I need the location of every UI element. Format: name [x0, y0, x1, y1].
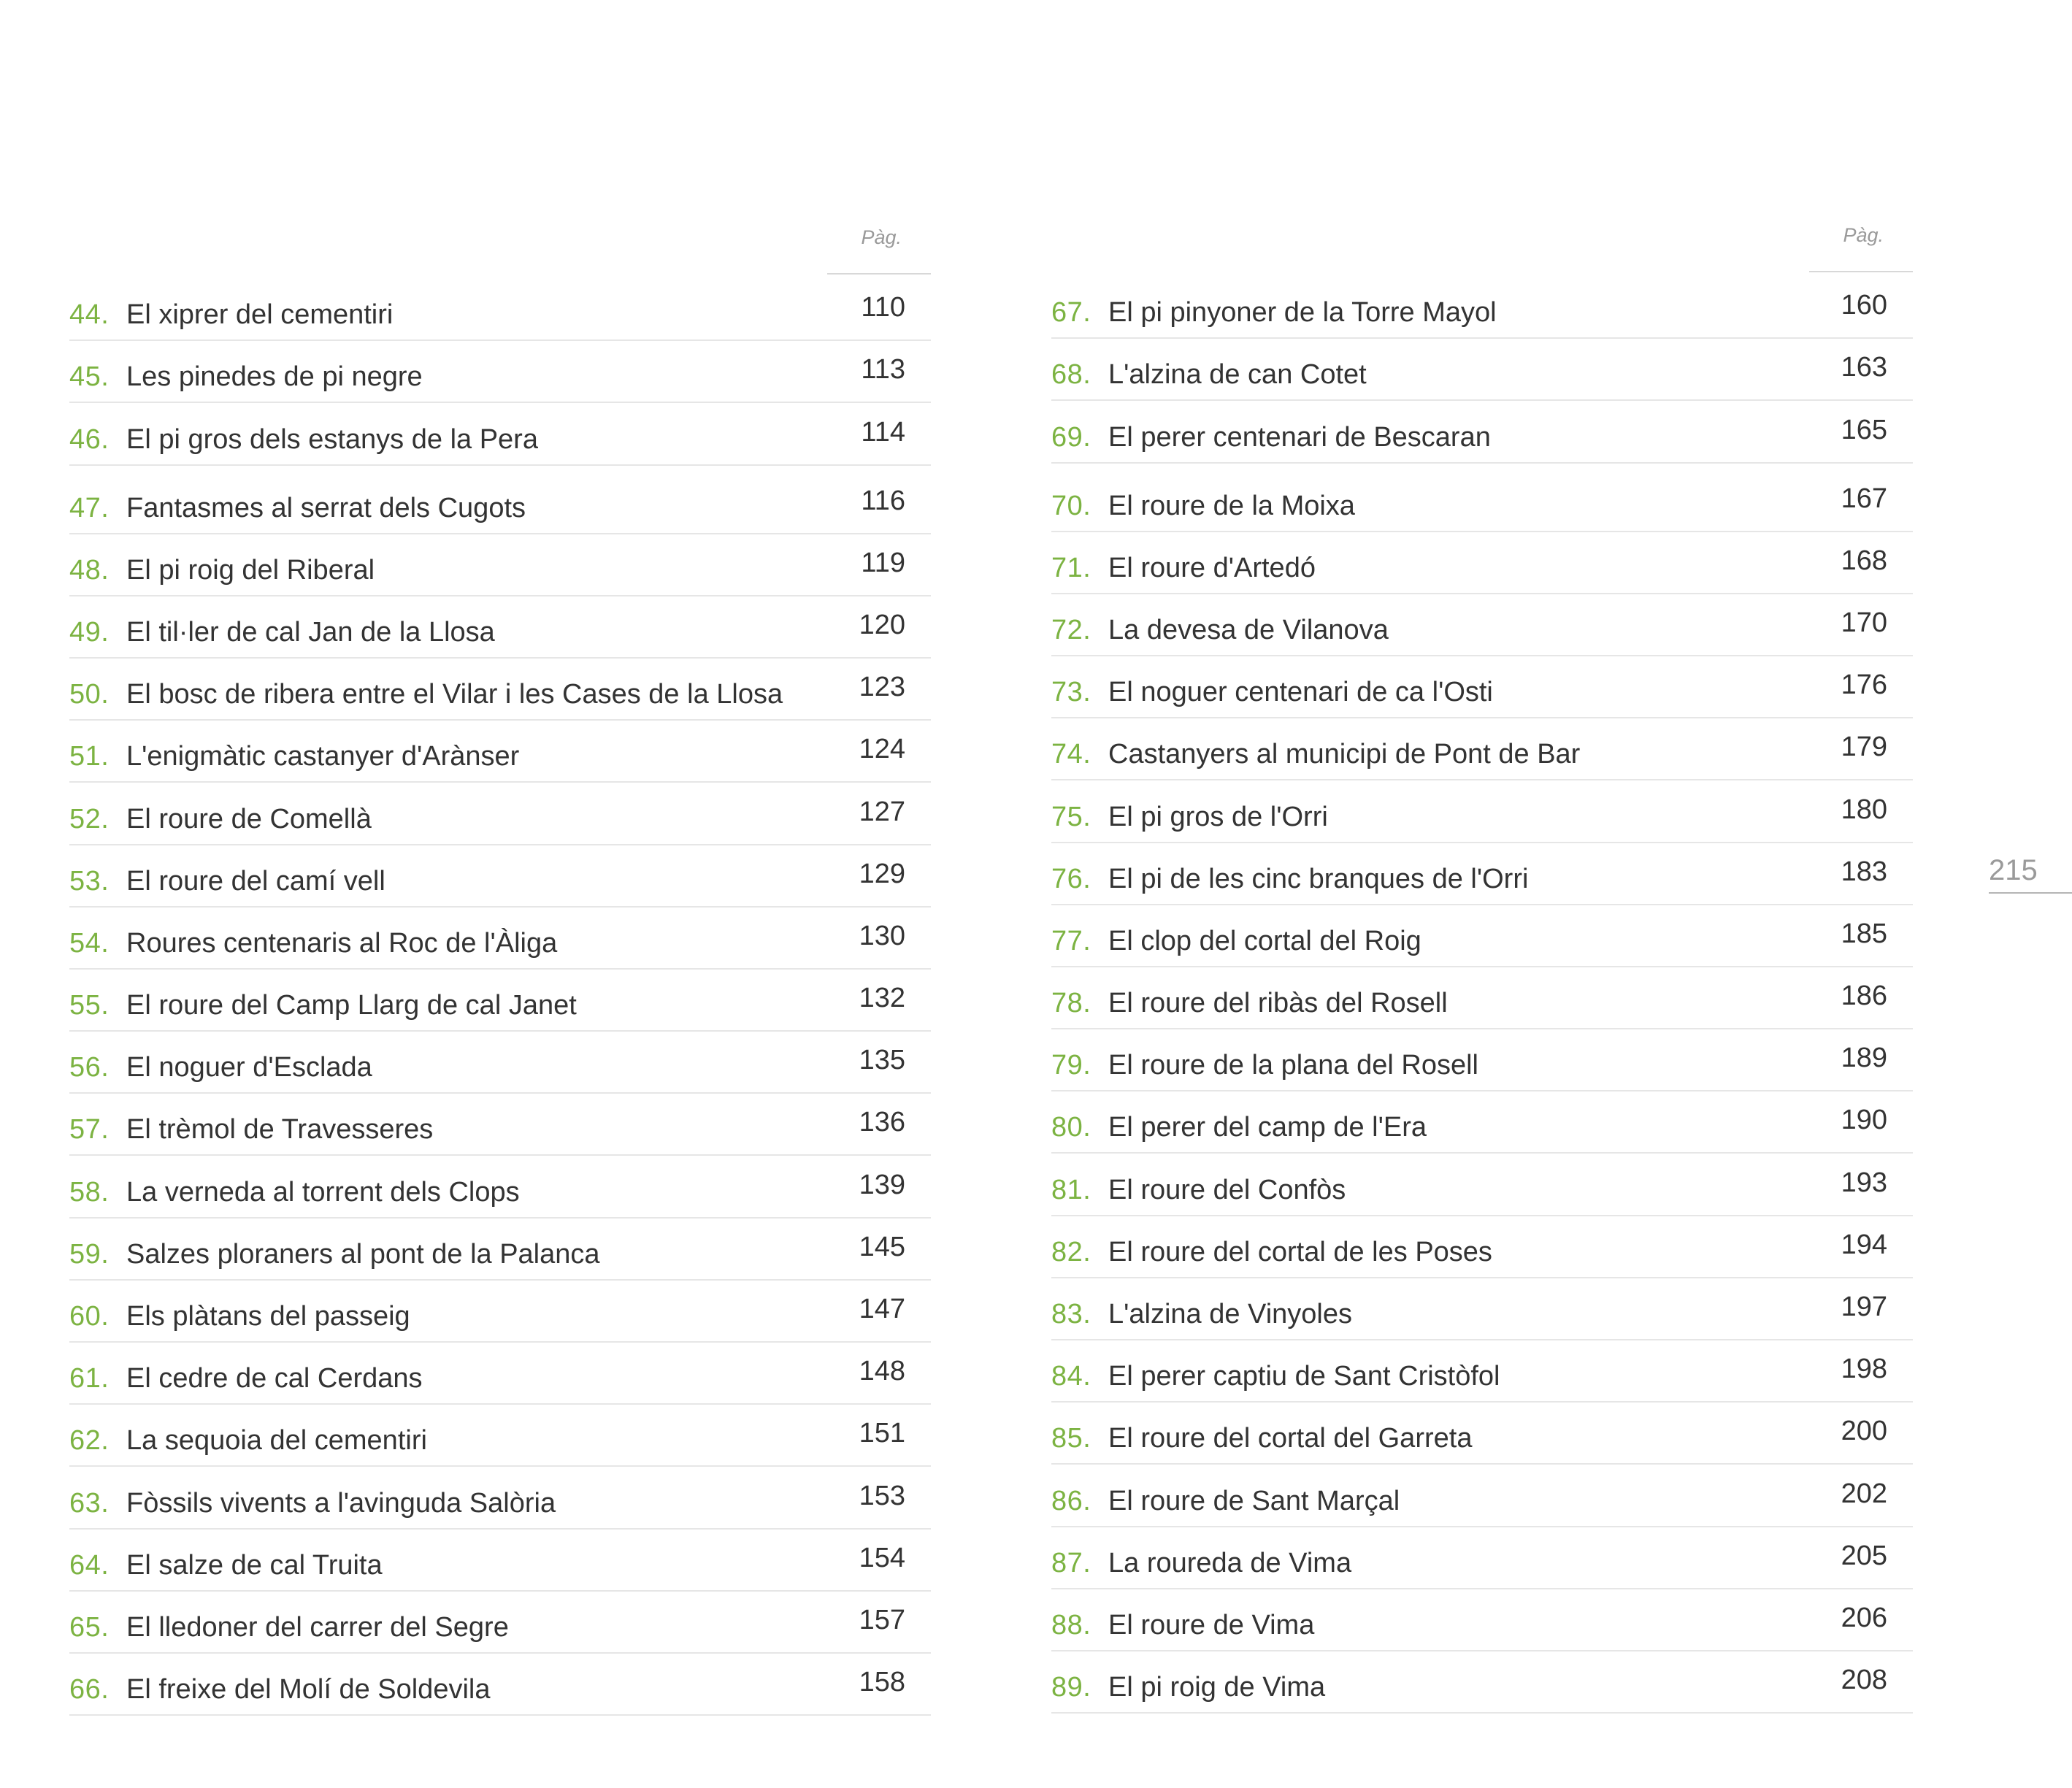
- entry-page: 130: [859, 920, 905, 951]
- toc-entry: [69, 908, 931, 970]
- header-rule: [1809, 271, 1913, 272]
- entry-number: 82.: [1051, 1236, 1091, 1267]
- entry-page: 180: [1841, 794, 1887, 825]
- entry-number: 53.: [69, 865, 110, 897]
- entry-page: 158: [859, 1667, 905, 1698]
- entry-number: 55.: [69, 990, 110, 1021]
- toc-entry: [1051, 401, 1913, 463]
- entry-number: 54.: [69, 927, 110, 959]
- entry-number: 80.: [1051, 1112, 1091, 1143]
- toc-entry: [1051, 1154, 1913, 1216]
- entry-title: El lledoner del carrer del Segre: [126, 1611, 509, 1643]
- entry-title: El roure del cortal de les Poses: [1108, 1236, 1492, 1267]
- entry-page: 198: [1841, 1354, 1887, 1385]
- toc-entry: [69, 721, 931, 783]
- toc-entry: [1051, 532, 1913, 594]
- entry-page: 197: [1841, 1292, 1887, 1322]
- entry-page: 186: [1841, 981, 1887, 1012]
- toc-entry: [1051, 967, 1913, 1029]
- entry-page: 206: [1841, 1602, 1887, 1633]
- toc-entry: [69, 1094, 931, 1156]
- entry-page: 123: [859, 672, 905, 703]
- entry-number: 52.: [69, 803, 110, 834]
- toc-entry: [1051, 1589, 1913, 1651]
- entry-title: El roure d'Artedó: [1108, 552, 1316, 583]
- entry-page: 127: [859, 796, 905, 827]
- entry-number: 74.: [1051, 739, 1091, 770]
- entry-title: El roure de la plana del Rosell: [1108, 1050, 1478, 1081]
- toc-entry: [1051, 656, 1913, 718]
- entry-title: El roure de Comellà: [126, 803, 372, 834]
- entry-page: 120: [859, 609, 905, 640]
- entry-title: Les pinedes de pi negre: [126, 361, 423, 393]
- entry-title: El salze de cal Truita: [126, 1549, 383, 1581]
- entry-title: El freixe del Molí de Soldevila: [126, 1674, 491, 1705]
- page-number: 215: [1989, 854, 2038, 886]
- entry-number: 56.: [69, 1052, 110, 1083]
- toc-entry: [1051, 277, 1913, 339]
- entry-title: El pi pinyoner de la Torre Mayol: [1108, 297, 1497, 329]
- toc-entry: [69, 1467, 931, 1529]
- entry-page: 110: [861, 292, 905, 323]
- entry-title: Castanyers al municipi de Pont de Bar: [1108, 739, 1581, 770]
- entry-title: El roure de la Moixa: [1108, 490, 1355, 521]
- entry-page: 185: [1841, 918, 1887, 949]
- toc-entry: [69, 466, 931, 534]
- toc-entry: [69, 1156, 931, 1218]
- toc-entry: [69, 1654, 931, 1716]
- entry-title: La roureda de Vima: [1108, 1547, 1352, 1578]
- entry-title: El roure de Vima: [1108, 1609, 1315, 1641]
- toc-entry: [69, 341, 931, 403]
- entry-title: El roure del Camp Llarg de cal Janet: [126, 990, 577, 1021]
- toc-entry: [1051, 718, 1913, 780]
- entry-title: El noguer centenari de ca l'Osti: [1108, 677, 1493, 708]
- entry-number: 77.: [1051, 925, 1091, 956]
- toc-entry: [69, 534, 931, 596]
- entry-number: 70.: [1051, 490, 1091, 521]
- entry-title: El pi gros dels estanys de la Pera: [126, 423, 538, 455]
- toc-entry: [69, 659, 931, 721]
- toc-entry: [1051, 843, 1913, 905]
- toc-list-right: [1051, 277, 1913, 1714]
- entry-number: 60.: [69, 1301, 110, 1332]
- entry-title: El cedre de cal Cerdans: [126, 1363, 423, 1394]
- entry-number: 51.: [69, 741, 110, 772]
- entry-number: 83.: [1051, 1299, 1091, 1330]
- entry-number: 48.: [69, 554, 110, 586]
- entry-number: 65.: [69, 1611, 110, 1643]
- entry-page: 190: [1841, 1105, 1887, 1136]
- toc-entry: [69, 845, 931, 908]
- toc-entry: [69, 1530, 931, 1592]
- entry-number: 73.: [1051, 677, 1091, 708]
- entry-number: 47.: [69, 492, 110, 523]
- toc-entry: [1051, 1465, 1913, 1527]
- entry-number: 49.: [69, 616, 110, 648]
- entry-page: 202: [1841, 1478, 1887, 1509]
- entry-page: 205: [1841, 1540, 1887, 1571]
- entry-title: El perer captiu de Sant Cristòfol: [1108, 1361, 1500, 1392]
- toc-entry: [69, 1281, 931, 1343]
- entry-page: 132: [859, 983, 905, 1014]
- entry-title: La verneda al torrent dels Clops: [126, 1176, 520, 1208]
- entry-number: 89.: [1051, 1672, 1091, 1703]
- entry-title: El roure de Sant Marçal: [1108, 1485, 1400, 1516]
- entry-page: 154: [859, 1542, 905, 1573]
- toc-entry: [69, 279, 931, 341]
- entry-number: 88.: [1051, 1609, 1091, 1641]
- entry-title: El xiprer del cementiri: [126, 299, 394, 331]
- entry-page: 163: [1841, 352, 1887, 383]
- toc-entry: [69, 1343, 931, 1405]
- entry-page: 113: [861, 354, 905, 385]
- entry-number: 87.: [1051, 1547, 1091, 1578]
- toc-entry: [69, 403, 931, 465]
- entry-number: 79.: [1051, 1050, 1091, 1081]
- entry-title: El roure del camí vell: [126, 865, 385, 897]
- toc-entry: [1051, 594, 1913, 656]
- entry-number: 46.: [69, 423, 110, 455]
- entry-number: 66.: [69, 1674, 110, 1705]
- entry-number: 50.: [69, 679, 110, 710]
- entry-number: 58.: [69, 1176, 110, 1208]
- entry-title: El bosc de ribera entre el Vilar i les Cases de la Llosa: [126, 679, 783, 710]
- entry-page: 167: [1841, 483, 1887, 514]
- entry-title: El til·ler de cal Jan de la Llosa: [126, 616, 495, 648]
- entry-page: 160: [1841, 290, 1887, 321]
- entry-page: 153: [859, 1480, 905, 1511]
- entry-page: 183: [1841, 856, 1887, 887]
- toc-entry: [69, 1032, 931, 1094]
- entry-title: El noguer d'Esclada: [126, 1052, 372, 1083]
- entry-title: El pi roig del Riberal: [126, 554, 375, 586]
- entry-number: 81.: [1051, 1174, 1091, 1205]
- entry-number: 67.: [1051, 297, 1091, 329]
- entry-number: 68.: [1051, 359, 1091, 391]
- entry-number: 57.: [69, 1114, 110, 1146]
- entry-title: El roure del cortal del Garreta: [1108, 1423, 1473, 1454]
- entry-page: 145: [859, 1231, 905, 1262]
- toc-entry: [69, 783, 931, 845]
- page-number-rule: [1989, 892, 2072, 894]
- entry-title: Fantasmes al serrat dels Cugots: [126, 492, 526, 523]
- entry-page: 194: [1841, 1229, 1887, 1260]
- toc-entry: [69, 1219, 931, 1281]
- entry-page: 147: [859, 1294, 905, 1324]
- entry-page: 148: [859, 1356, 905, 1387]
- entry-title: El pi gros de l'Orri: [1108, 801, 1328, 832]
- toc-entry: [1051, 1216, 1913, 1278]
- entry-page: 157: [859, 1604, 905, 1635]
- entry-number: 63.: [69, 1487, 110, 1519]
- entry-title: La devesa de Vilanova: [1108, 614, 1389, 645]
- entry-number: 61.: [69, 1363, 110, 1394]
- entry-title: La sequoia del cementiri: [126, 1425, 427, 1457]
- toc-entry: [1051, 464, 1913, 532]
- entry-number: 45.: [69, 361, 110, 393]
- entry-title: El trèmol de Travesseres: [126, 1114, 434, 1146]
- entry-title: El roure del Confòs: [1108, 1174, 1346, 1205]
- entry-title: Roures centenaris al Roc de l'Àliga: [126, 927, 558, 959]
- entry-title: El pi de les cinc branques de l'Orri: [1108, 863, 1529, 894]
- toc-entry: [1051, 339, 1913, 401]
- toc-entry: [69, 596, 931, 659]
- entry-title: L'enigmàtic castanyer d'Arànser: [126, 741, 520, 772]
- entry-title: El perer centenari de Bescaran: [1108, 421, 1491, 453]
- toc-entry: [69, 1592, 931, 1654]
- toc-entry: [1051, 1340, 1913, 1403]
- entry-page: 200: [1841, 1416, 1887, 1447]
- toc-entry: [69, 970, 931, 1032]
- entry-page: 189: [1841, 1043, 1887, 1074]
- entry-title: El roure del ribàs del Rosell: [1108, 988, 1448, 1019]
- entry-page: 135: [859, 1045, 905, 1076]
- entry-page: 165: [1841, 414, 1887, 445]
- page-column-header: Pàg.: [861, 226, 902, 248]
- entry-page: 208: [1841, 1665, 1887, 1696]
- entry-number: 85.: [1051, 1423, 1091, 1454]
- entry-page: 136: [859, 1107, 905, 1138]
- toc-entry: [1051, 905, 1913, 967]
- entry-page: 151: [859, 1418, 905, 1449]
- toc-entry: [69, 1405, 931, 1467]
- entry-page: 129: [859, 858, 905, 889]
- entry-number: 84.: [1051, 1361, 1091, 1392]
- toc-entry: [1051, 1091, 1913, 1154]
- page-column-header: Pàg.: [1843, 224, 1884, 246]
- entry-page: 170: [1841, 607, 1887, 638]
- entry-title: L'alzina de can Cotet: [1108, 359, 1367, 391]
- entry-page: 176: [1841, 669, 1887, 701]
- entry-title: Els plàtans del passeig: [126, 1301, 410, 1332]
- entry-number: 69.: [1051, 421, 1091, 453]
- entry-number: 72.: [1051, 614, 1091, 645]
- entry-number: 59.: [69, 1238, 110, 1270]
- entry-number: 76.: [1051, 863, 1091, 894]
- entry-title: L'alzina de Vinyoles: [1108, 1299, 1353, 1330]
- toc-entry: [1051, 1527, 1913, 1589]
- toc-entry: [1051, 1278, 1913, 1340]
- entry-page: 179: [1841, 732, 1887, 763]
- entry-page: 193: [1841, 1167, 1887, 1198]
- entry-title: Fòssils vivents a l'avinguda Salòria: [126, 1487, 556, 1519]
- entry-number: 64.: [69, 1549, 110, 1581]
- header-rule: [827, 273, 931, 275]
- entry-number: 62.: [69, 1425, 110, 1457]
- entry-title: Salzes ploraners al pont de la Palanca: [126, 1238, 600, 1270]
- toc-entry: [1051, 780, 1913, 843]
- entry-number: 75.: [1051, 801, 1091, 832]
- entry-page: 168: [1841, 545, 1887, 576]
- entry-number: 71.: [1051, 552, 1091, 583]
- entry-page: 139: [859, 1169, 905, 1200]
- entry-page: 119: [861, 547, 905, 578]
- toc-entry: [1051, 1651, 1913, 1714]
- entry-title: El clop del cortal del Roig: [1108, 925, 1421, 956]
- entry-title: El pi roig de Vima: [1108, 1672, 1326, 1703]
- toc-list-left: [69, 279, 931, 1716]
- entry-page: 114: [861, 416, 905, 448]
- entry-number: 78.: [1051, 988, 1091, 1019]
- entry-page: 116: [861, 485, 905, 516]
- entry-number: 86.: [1051, 1485, 1091, 1516]
- toc-entry: [1051, 1403, 1913, 1465]
- entry-number: 44.: [69, 299, 110, 331]
- entry-page: 124: [859, 734, 905, 765]
- toc-entry: [1051, 1029, 1913, 1091]
- entry-title: El perer del camp de l'Era: [1108, 1112, 1427, 1143]
